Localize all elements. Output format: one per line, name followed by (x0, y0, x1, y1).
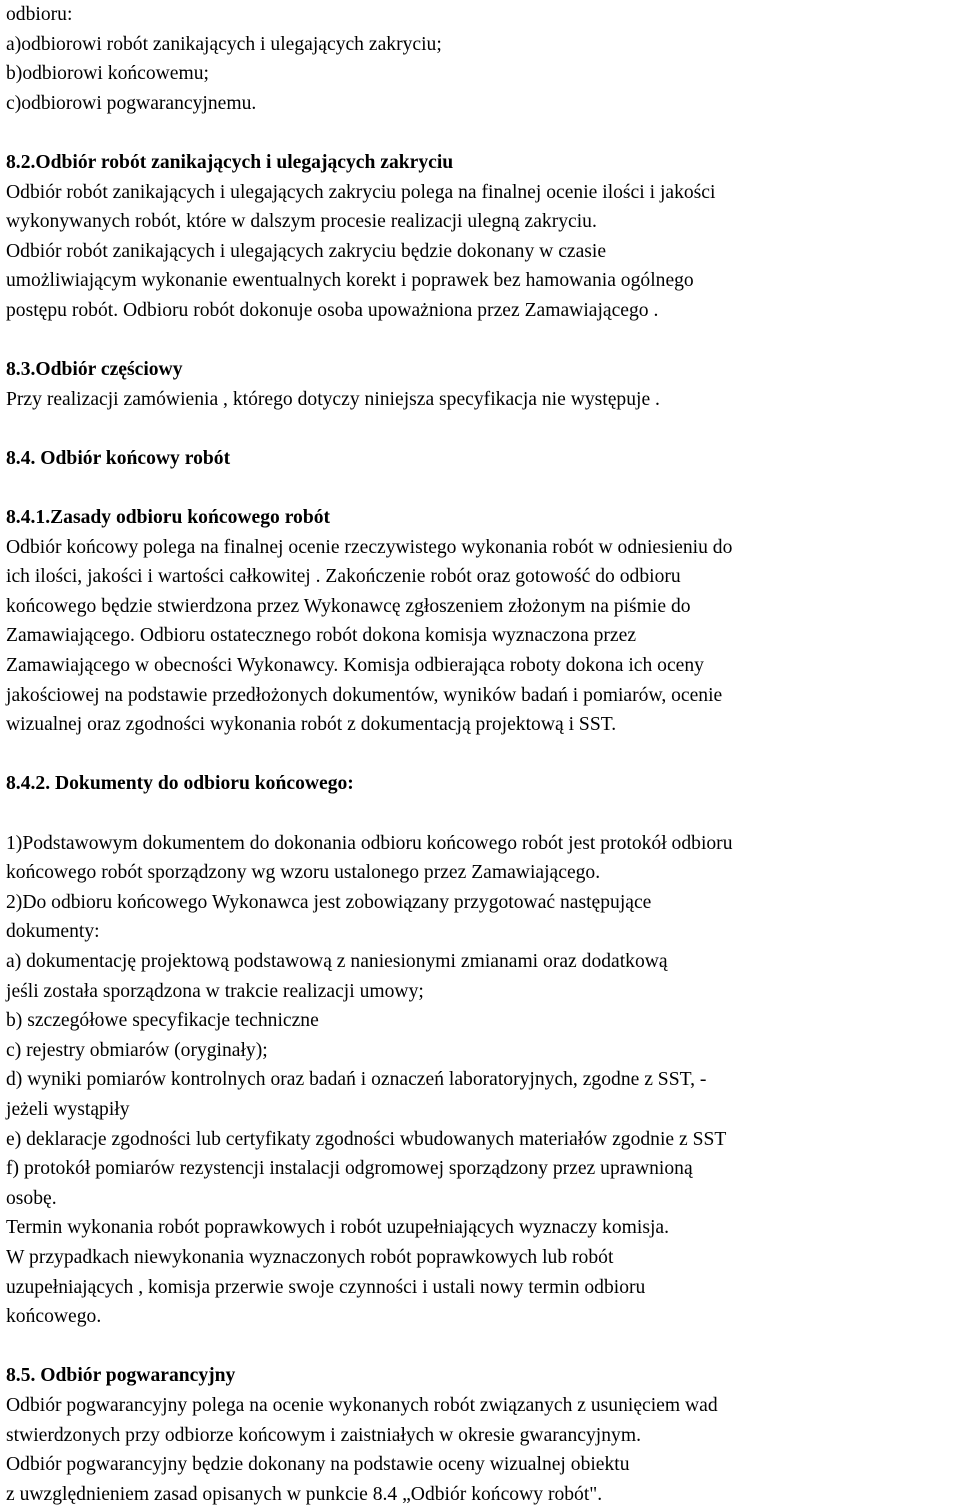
paragraph-line: z uwzględnieniem zasad opisanych w punkcie 8.4 „Odbiór końcowy robót". (6, 1483, 603, 1505)
blank-line (6, 326, 958, 356)
paragraph-line: wizualnej oraz zgodności wykonania robót z dokumentacją projektową i SST. (6, 714, 617, 736)
paragraph-line: Termin wykonania robót poprawkowych i robót uzupełniających wyznaczy komisja. (6, 1217, 669, 1239)
paragraph-line: uzupełniających , komisja przerwie swoje czynności i ustali nowy termin odbioru (6, 1276, 646, 1298)
section-heading-8-2: 8.2.Odbiór robót zanikających i ulegających zakryciu (6, 151, 454, 173)
paragraph-line: wykonywanych robót, które w dalszym procesie realizacji ulegną zakryciu. (6, 211, 597, 233)
paragraph-line: W przypadkach niewykonania wyznaczonych robót poprawkowych lub robót (6, 1246, 614, 1268)
document-page (6, 0, 958, 1509)
list-item: jeżeli wystąpiły (6, 1098, 130, 1120)
blank-line (6, 118, 958, 148)
paragraph-line: Przy realizacji zamówienia , którego dotyczy niniejsza specyfikacja nie występuje . (6, 388, 660, 410)
paragraph-line: odbioru: (6, 4, 73, 25)
list-item: e) deklaracje zgodności lub certyfikaty zgodności wbudowanych materiałów zgodnie z SST (6, 1128, 727, 1150)
list-item: d) wyniki pomiarów kontrolnych oraz badań i oznaczeń laboratoryjnych, zgodne z SST, - (6, 1069, 707, 1091)
paragraph-line: dokumenty: (6, 921, 100, 943)
paragraph-line: stwierdzonych przy odbiorze końcowym i zaistniałych w okresie gwarancyjnym. (6, 1424, 641, 1446)
list-item: c)odbiorowi pogwarancyjnemu. (6, 92, 257, 114)
list-item: b) szczegółowe specyfikacje techniczne (6, 1010, 319, 1032)
section-heading-8-4: 8.4. Odbiór końcowy robót (6, 447, 231, 469)
paragraph-line: umożliwiającym wykonanie ewentualnych korekt i poprawek bez hamowania ogólnego (6, 270, 694, 292)
paragraph-line: Zamawiającego. Odbioru ostatecznego robót dokona komisja wyznaczona przez (6, 625, 637, 647)
list-item: a)odbiorowi robót zanikających i ulegających zakryciu; (6, 33, 442, 55)
paragraph-line: Odbiór pogwarancyjny będzie dokonany na podstawie oceny wizualnej obiektu (6, 1454, 630, 1476)
section-heading-8-5: 8.5. Odbiór pogwarancyjny (6, 1365, 236, 1387)
paragraph-line: 2)Do odbioru końcowego Wykonawca jest zobowiązany przygotować następujące (6, 891, 652, 913)
section-heading-8-3: 8.3.Odbiór częściowy (6, 359, 183, 381)
paragraph-line: Zamawiającego w obecności Wykonawcy. Komisja odbierająca roboty dokona ich oceny (6, 655, 704, 677)
list-item: jeśli została sporządzona w trakcie realizacji umowy; (6, 980, 424, 1002)
paragraph-line: ich ilości, jakości i wartości całkowitej . Zakończenie robót oraz gotowość do odbioru (6, 566, 681, 588)
paragraph-line: postępu robót. Odbioru robót dokonuje osoba upoważniona przez Zamawiającego . (6, 299, 659, 321)
paragraph-line: końcowego będzie stwierdzona przez Wykonawcę zgłoszeniem złożonym na piśmie do (6, 595, 691, 617)
paragraph-line: 1)Podstawowym dokumentem do dokonania odbioru końcowego robót jest protokół odbioru (6, 832, 733, 854)
list-item: osobę. (6, 1187, 57, 1209)
paragraph-line: Odbiór końcowy polega na finalnej ocenie rzeczywistego wykonania robót w odniesieniu do (6, 536, 733, 558)
paragraph-line: jakościowej na podstawie przedłożonych dokumentów, wyników badań i pomiarów, ocenie (6, 684, 723, 706)
blank-line (6, 414, 958, 444)
list-item: a) dokumentację projektową podstawową z naniesionymi zmianami oraz dodatkową (6, 951, 668, 972)
section-heading-8-4-2: 8.4.2. Dokumenty do odbioru końcowego: (6, 773, 354, 795)
paragraph-line: końcowego robót sporządzony wg wzoru ustalonego przez Zamawiającego. (6, 862, 601, 884)
blank-line (6, 1332, 958, 1362)
list-item: c) rejestry obmiarów (oryginały); (6, 1039, 268, 1061)
blank-line (6, 740, 958, 770)
blank-line (6, 799, 958, 829)
paragraph-line: Odbiór robót zanikających i ulegających zakryciu będzie dokonany w czasie (6, 240, 607, 262)
paragraph-line: Odbiór robót zanikających i ulegających zakryciu polega na finalnej ocenie ilości i jakości (6, 181, 716, 203)
paragraph-line: Odbiór pogwarancyjny polega na ocenie wykonanych robót związanych z usunięciem wad (6, 1394, 718, 1416)
list-item: f) protokół pomiarów rezystencji instalacji odgromowej sporządzony przez uprawnioną (6, 1158, 693, 1180)
section-heading-8-4-1: 8.4.1.Zasady odbioru końcowego robót (6, 507, 331, 529)
paragraph-line: końcowego. (6, 1306, 102, 1328)
blank-line (6, 474, 958, 504)
list-item: b)odbiorowi końcowemu; (6, 63, 209, 85)
